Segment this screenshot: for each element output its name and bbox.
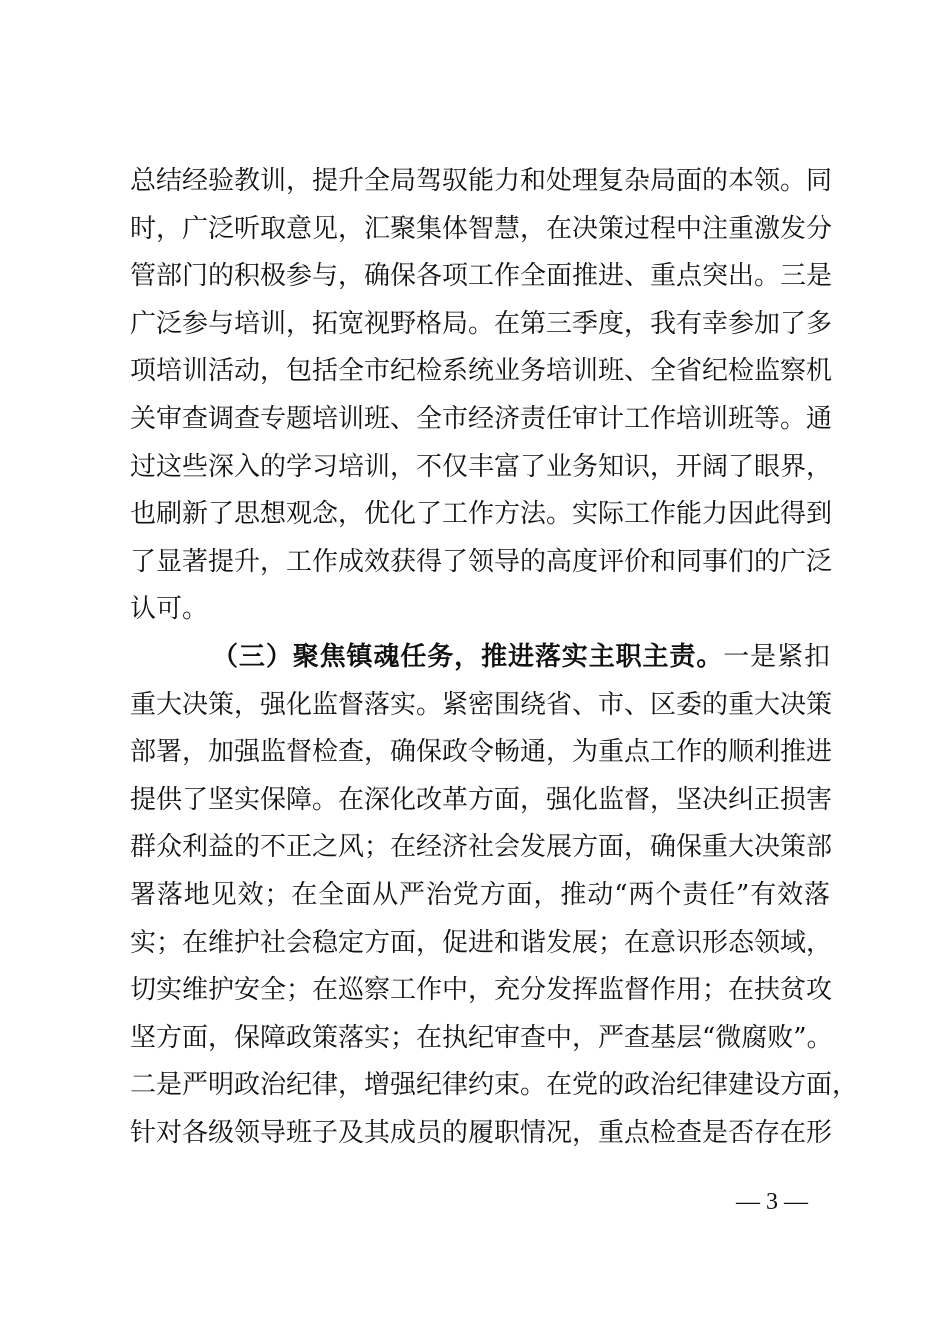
section-heading-continuation: 一是紧扣 xyxy=(723,641,830,672)
text-line: 总结经验教训，提升全局驾驭能力和处理复杂局面的本领。同 xyxy=(130,166,833,196)
section-heading: （三）聚焦镇魂任务，推进落实主职主责。 xyxy=(212,641,724,672)
body-text xyxy=(130,158,859,1157)
text-line: 管部门的积极参与，确保各项工作全面推进、重点突出。三是 xyxy=(130,261,833,292)
text-line: 认可。 xyxy=(130,594,209,625)
text-line: 提供了坚实保障。在深化改革方面，强化监督，坚决纠正损害 xyxy=(130,784,833,815)
text-line: 署落地见效；在全面从严治党方面，推动“两个责任”有效落 xyxy=(130,879,830,910)
text-line: 针对各级领导班子及其成员的履职情况，重点检查是否存在形 xyxy=(130,1117,833,1148)
text-line: 坚方面，保障政策落实；在执纪审查中，严查基层“微腐败”。 xyxy=(130,1022,833,1053)
text-line: 部署，加强监督检查，确保政令畅通，为重点工作的顺利推进 xyxy=(130,737,833,768)
text-line: 群众利益的不正之风；在经济社会发展方面，确保重大决策部 xyxy=(130,832,833,863)
text-line: 切实维护安全；在巡察工作中，充分发挥监督作用；在扶贫攻 xyxy=(130,975,833,1006)
text-line: 也刷新了思想观念，优化了工作方法。实际工作能力因此得到 xyxy=(130,499,833,530)
text-line: 项培训活动，包括全市纪检系统业务培训班、全省纪检监察机 xyxy=(130,356,833,387)
text-line: 实；在维护社会稳定方面，促进和谐发展；在意识形态领域， xyxy=(130,927,833,958)
text-line: 关审查调查专题培训班、全市经济责任审计工作培训班等。通 xyxy=(130,403,833,434)
text-line: 二是严明政治纪律，增强纪律约束。在党的政治纪律建设方面， xyxy=(130,1070,859,1101)
text-line: 过这些深入的学习培训，不仅丰富了业务知识，开阔了眼界， xyxy=(130,451,833,482)
text-line: 了显著提升，工作成效获得了领导的高度评价和同事们的广泛 xyxy=(130,546,833,577)
section-heading-line xyxy=(130,634,830,682)
text-line: 重大决策，强化监督落实。紧密围绕省、市、区委的重大决策 xyxy=(130,689,833,720)
page-number: — 3 — xyxy=(736,1189,808,1215)
text-line: 时，广泛听取意见，汇聚集体智慧，在决策过程中注重激发分 xyxy=(130,213,833,244)
text-line: 广泛参与培训，拓宽视野格局。在第三季度，我有幸参加了多 xyxy=(130,308,833,339)
